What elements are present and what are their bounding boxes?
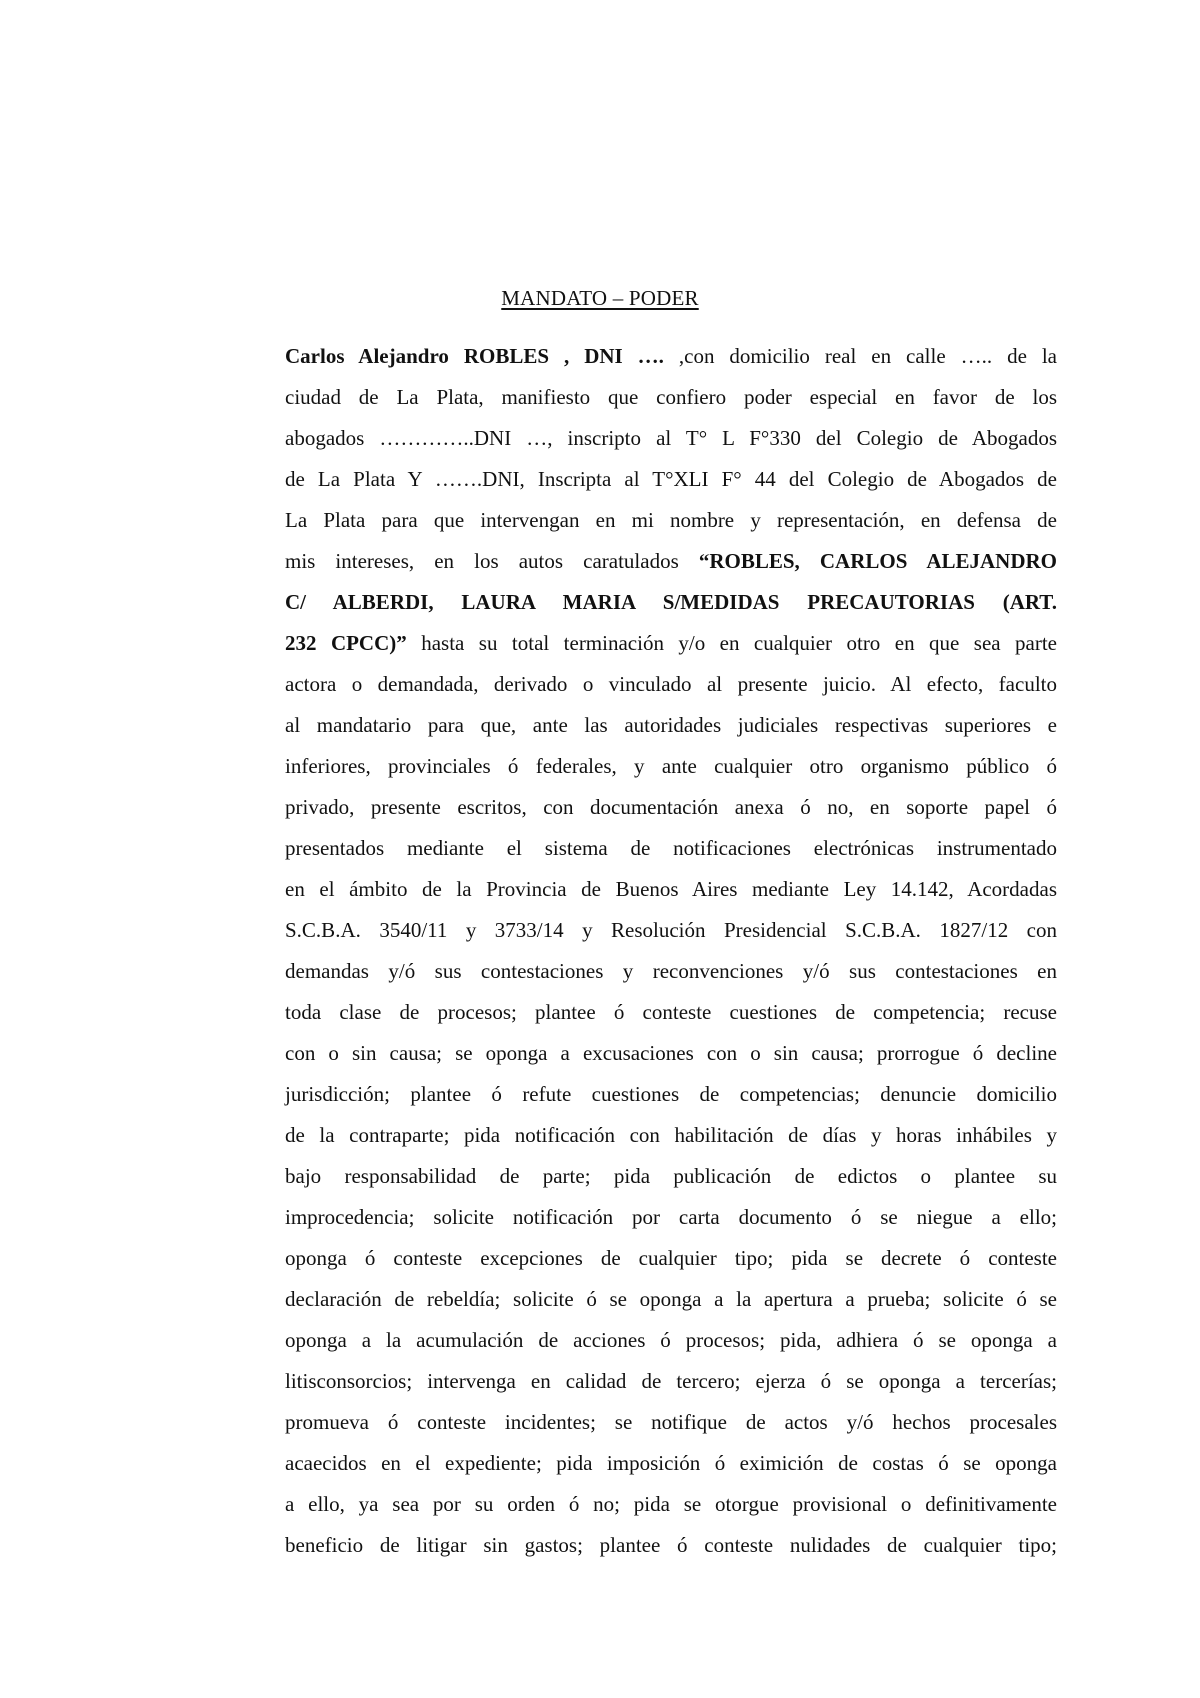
document-line — [285, 582, 1057, 623]
text-segment: mis intereses, en los autos caratulados — [285, 549, 699, 573]
text-segment: al mandatario para que, ante las autoridades judiciales respectivas superiores e — [285, 713, 1057, 737]
document-line — [285, 1279, 1057, 1320]
text-segment: La Plata para que intervengan en mi nombre y representación, en defensa de — [285, 508, 1057, 532]
text-segment: ciudad de La Plata, manifiesto que confiero poder especial en favor de los — [285, 385, 1057, 409]
document-line — [285, 1033, 1057, 1074]
text-segment: improcedencia; solicite notificación por carta documento ó se niegue a ello; — [285, 1205, 1057, 1229]
document-line — [285, 459, 1057, 500]
text-segment: presentados mediante el sistema de notificaciones electrónicas instrumentado — [285, 836, 1057, 860]
document-line — [285, 1074, 1057, 1115]
document-line — [285, 1484, 1057, 1525]
text-segment: S.C.B.A. 3540/11 y 3733/14 y Resolución Presidencial S.C.B.A. 1827/12 con — [285, 918, 1057, 942]
document-line — [285, 1361, 1057, 1402]
text-segment: demandas y/ó sus contestaciones y reconvenciones y/ó sus contestaciones en — [285, 959, 1057, 983]
text-segment: con o sin causa; se oponga a excusaciones con o sin causa; prorrogue ó decline — [285, 1041, 1057, 1065]
document-line — [285, 1115, 1057, 1156]
document-line — [285, 1525, 1057, 1566]
bold-text-segment: “ROBLES, CARLOS ALEJANDRO — [698, 549, 1057, 573]
document-line — [285, 1320, 1057, 1361]
document-line — [285, 623, 1057, 664]
document-line — [285, 705, 1057, 746]
text-segment: ,con domicilio real en calle ….. de la — [678, 344, 1057, 368]
text-segment: en el ámbito de la Provincia de Buenos Aires mediante Ley 14.142, Acordadas — [285, 877, 1057, 901]
document-line — [285, 787, 1057, 828]
document-line — [285, 1156, 1057, 1197]
text-segment: a ello, ya sea por su orden ó no; pida se otorgue provisional o definitivamente — [285, 1492, 1057, 1516]
document-line — [285, 1443, 1057, 1484]
document-line — [285, 500, 1057, 541]
text-segment: abogados …………..DNI …, inscripto al T° L F°330 del Colegio de Abogados — [285, 426, 1057, 450]
document-line — [285, 377, 1057, 418]
text-segment: oponga ó conteste excepciones de cualquier tipo; pida se decrete ó conteste — [285, 1246, 1057, 1270]
document-title: MANDATO – PODER — [501, 286, 699, 310]
text-segment: promueva ó conteste incidentes; se notifique de actos y/ó hechos procesales — [285, 1410, 1057, 1434]
document-line — [285, 541, 1057, 582]
text-segment: inferiores, provinciales ó federales, y ante cualquier otro organismo público ó — [285, 754, 1057, 778]
document-line — [285, 1402, 1057, 1443]
text-segment: litisconsorcios; intervenga en calidad de tercero; ejerza ó se oponga a tercerías; — [285, 1369, 1057, 1393]
document-line — [285, 992, 1057, 1033]
document-line — [285, 951, 1057, 992]
text-segment: de La Plata Y …….DNI, Inscripta al T°XLI F° 44 del Colegio de Abogados de — [285, 467, 1057, 491]
document-line — [285, 1197, 1057, 1238]
text-segment: hasta su total terminación y/o en cualquier otro en que sea parte — [406, 631, 1057, 655]
text-segment: declaración de rebeldía; solicite ó se oponga a la apertura a prueba; solicite ó se — [285, 1287, 1057, 1311]
text-segment: toda clase de procesos; plantee ó conteste cuestiones de competencia; recuse — [285, 1000, 1057, 1024]
document-line — [285, 869, 1057, 910]
text-segment: acaecidos en el expediente; pida imposición ó eximición de costas ó se oponga — [285, 1451, 1057, 1475]
bold-text-segment: C/ ALBERDI, LAURA MARIA S/MEDIDAS PRECAUTORIAS (ART. — [285, 590, 1057, 614]
document-line — [285, 336, 1057, 377]
document-line — [285, 746, 1057, 787]
document-line — [285, 910, 1057, 951]
document-line — [285, 664, 1057, 705]
text-segment: de la contraparte; pida notificación con habilitación de días y horas inhábiles y — [285, 1123, 1057, 1147]
text-segment: jurisdicción; plantee ó refute cuestiones de competencias; denuncie domicilio — [285, 1082, 1057, 1106]
text-segment: beneficio de litigar sin gastos; plantee ó conteste nulidades de cualquier tipo; — [285, 1533, 1057, 1557]
bold-text-segment: 232 CPCC)” — [285, 631, 407, 655]
document-body — [285, 336, 1057, 1566]
bold-text-segment: Carlos Alejandro ROBLES , DNI …. — [285, 344, 679, 368]
text-segment: actora o demandada, derivado o vinculado al presente juicio. Al efecto, faculto — [285, 672, 1057, 696]
text-segment: bajo responsabilidad de parte; pida publicación de edictos o plantee su — [285, 1164, 1057, 1188]
document-line — [285, 1238, 1057, 1279]
document-line — [285, 828, 1057, 869]
text-segment: privado, presente escritos, con documentación anexa ó no, en soporte papel ó — [285, 795, 1057, 819]
document-line — [285, 418, 1057, 459]
text-segment: oponga a la acumulación de acciones ó procesos; pida, adhiera ó se oponga a — [285, 1328, 1057, 1352]
